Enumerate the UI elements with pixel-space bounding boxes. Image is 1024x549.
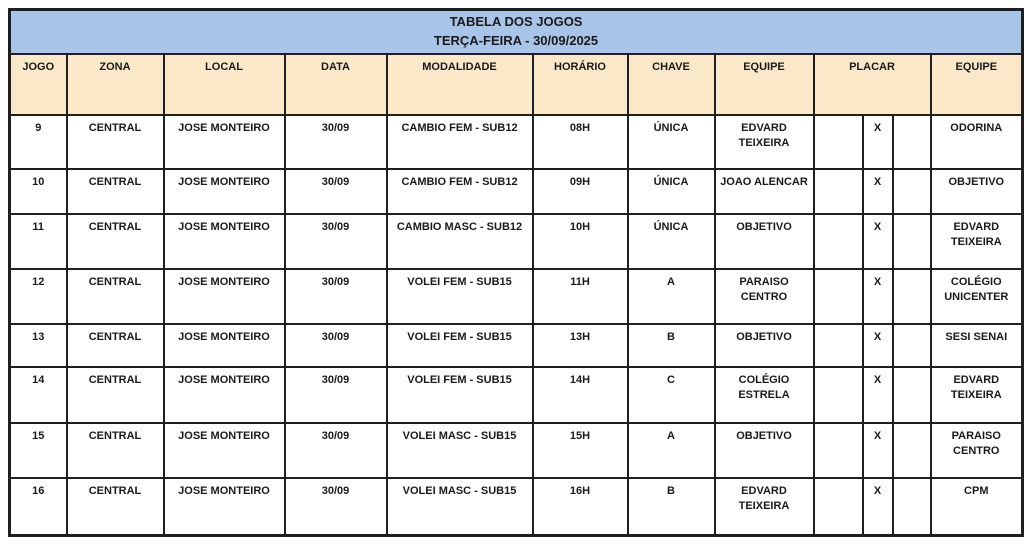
table-row [10,115,1023,169]
placar-casa-cell [814,169,863,214]
chave-cell: B [628,324,715,367]
placar-fora-cell [893,367,931,423]
column-header-placar: PLACAR [814,54,931,115]
horario-cell: 15H [533,423,628,478]
placar-x-cell: X [863,115,893,169]
horario-cell: 10H [533,214,628,269]
placar-x-cell: X [863,214,893,269]
chave-cell: A [628,269,715,324]
zona-cell: CENTRAL [67,169,164,214]
placar-fora-cell [893,115,931,169]
chave-cell: C [628,367,715,423]
jogo-cell: 10 [10,169,67,214]
data-cell: 30/09 [285,269,387,324]
zona-cell: CENTRAL [67,367,164,423]
table-row [10,423,1023,478]
horario-cell: 09H [533,169,628,214]
equipe-casa-cell: OBJETIVO [715,214,814,269]
games-table [8,8,1024,537]
equipe-fora-cell: ODORINA [931,115,1023,169]
equipe-fora-cell: COLÉGIO UNICENTER [931,269,1023,324]
zona-cell: CENTRAL [67,478,164,536]
placar-x-cell: X [863,478,893,536]
placar-fora-cell [893,324,931,367]
jogo-cell: 13 [10,324,67,367]
placar-fora-cell [893,169,931,214]
chave-cell: ÚNICA [628,115,715,169]
local-cell: JOSE MONTEIRO [164,324,285,367]
equipe-fora-cell: CPM [931,478,1023,536]
table-title [10,10,1023,54]
table-row [10,214,1023,269]
table-row [10,478,1023,536]
placar-x-cell: X [863,367,893,423]
equipe-casa-cell: OBJETIVO [715,324,814,367]
horario-cell: 13H [533,324,628,367]
modalidade-cell: VOLEI MASC - SUB15 [387,423,533,478]
zona-cell: CENTRAL [67,214,164,269]
horario-cell: 14H [533,367,628,423]
placar-x-cell: X [863,324,893,367]
placar-casa-cell [814,269,863,324]
column-header-jogo: JOGO [10,54,67,115]
local-cell: JOSE MONTEIRO [164,423,285,478]
placar-casa-cell [814,478,863,536]
placar-x-cell: X [863,423,893,478]
table-row [10,367,1023,423]
equipe-fora-cell: PARAISO CENTRO [931,423,1023,478]
local-cell: JOSE MONTEIRO [164,169,285,214]
placar-fora-cell [893,478,931,536]
placar-casa-cell [814,214,863,269]
equipe-casa-cell: EDVARD TEIXEIRA [715,478,814,536]
table-row [10,324,1023,367]
placar-casa-cell [814,115,863,169]
local-cell: JOSE MONTEIRO [164,115,285,169]
modalidade-cell: CAMBIO MASC - SUB12 [387,214,533,269]
data-cell: 30/09 [285,214,387,269]
placar-x-cell: X [863,269,893,324]
chave-cell: ÚNICA [628,169,715,214]
jogo-cell: 16 [10,478,67,536]
column-header-equipe-casa: EQUIPE [715,54,814,115]
table-header-row [10,54,1023,115]
zona-cell: CENTRAL [67,269,164,324]
placar-casa-cell [814,324,863,367]
equipe-casa-cell: COLÉGIO ESTRELA [715,367,814,423]
placar-casa-cell [814,367,863,423]
jogo-cell: 12 [10,269,67,324]
placar-fora-cell [893,269,931,324]
column-header-modalidade: MODALIDADE [387,54,533,115]
local-cell: JOSE MONTEIRO [164,269,285,324]
horario-cell: 11H [533,269,628,324]
horario-cell: 08H [533,115,628,169]
page [0,8,1024,549]
title-date: TERÇA-FEIRA - 30/09/2025 [433,32,599,48]
equipe-fora-cell: SESI SENAI [931,324,1023,367]
modalidade-cell: VOLEI FEM - SUB15 [387,367,533,423]
modalidade-cell: VOLEI FEM - SUB15 [387,324,533,367]
equipe-casa-cell: EDVARD TEIXEIRA [715,115,814,169]
placar-casa-cell [814,423,863,478]
jogo-cell: 9 [10,115,67,169]
horario-cell: 16H [533,478,628,536]
data-cell: 30/09 [285,478,387,536]
data-cell: 30/09 [285,423,387,478]
modalidade-cell: VOLEI FEM - SUB15 [387,269,533,324]
title-text: TABELA DOS JOGOS [449,14,583,29]
data-cell: 30/09 [285,169,387,214]
table-row [10,169,1023,214]
data-cell: 30/09 [285,324,387,367]
table-title-row [10,10,1023,54]
data-cell: 30/09 [285,367,387,423]
equipe-casa-cell: PARAISO CENTRO [715,269,814,324]
equipe-fora-cell: EDVARD TEIXEIRA [931,214,1023,269]
local-cell: JOSE MONTEIRO [164,478,285,536]
data-cell: 30/09 [285,115,387,169]
table-row [10,269,1023,324]
jogo-cell: 14 [10,367,67,423]
column-header-equipe-fora: EQUIPE [931,54,1023,115]
placar-x-cell: X [863,169,893,214]
equipe-fora-cell: OBJETIVO [931,169,1023,214]
local-cell: JOSE MONTEIRO [164,367,285,423]
placar-fora-cell [893,423,931,478]
chave-cell: B [628,478,715,536]
zona-cell: CENTRAL [67,324,164,367]
column-header-horario: HORÁRIO [533,54,628,115]
column-header-local: LOCAL [164,54,285,115]
column-header-data: DATA [285,54,387,115]
equipe-casa-cell: OBJETIVO [715,423,814,478]
local-cell: JOSE MONTEIRO [164,214,285,269]
zona-cell: CENTRAL [67,115,164,169]
chave-cell: ÚNICA [628,214,715,269]
placar-fora-cell [893,214,931,269]
equipe-casa-cell: JOAO ALENCAR [715,169,814,214]
jogo-cell: 11 [10,214,67,269]
column-header-chave: CHAVE [628,54,715,115]
zona-cell: CENTRAL [67,423,164,478]
modalidade-cell: VOLEI MASC - SUB15 [387,478,533,536]
equipe-fora-cell: EDVARD TEIXEIRA [931,367,1023,423]
chave-cell: A [628,423,715,478]
modalidade-cell: CAMBIO FEM - SUB12 [387,169,533,214]
jogo-cell: 15 [10,423,67,478]
modalidade-cell: CAMBIO FEM - SUB12 [387,115,533,169]
column-header-zona: ZONA [67,54,164,115]
